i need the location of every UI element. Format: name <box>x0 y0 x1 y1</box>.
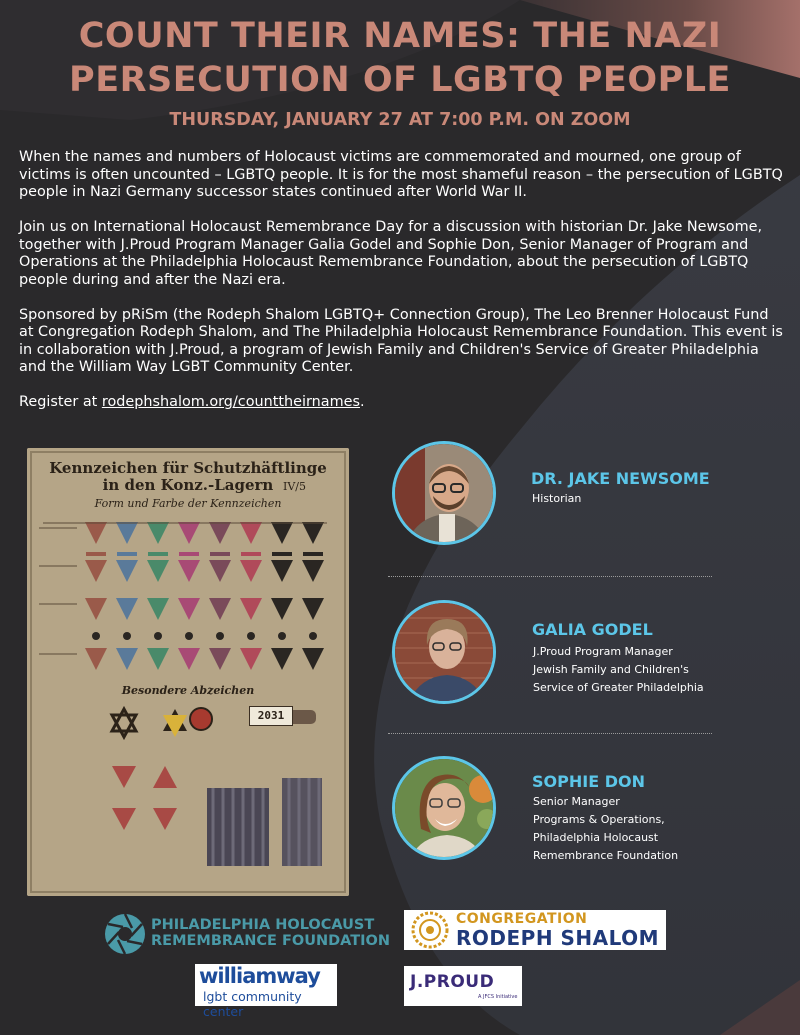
register-suffix: . <box>359 394 365 410</box>
speaker-photo-jake-newsome <box>392 441 496 545</box>
crs-logo-bottom: RODEPH SHALOM <box>456 926 660 950</box>
poster-subtitle: Form und Farbe der Kennzeichen <box>94 497 282 510</box>
paragraph-intro: When the names and numbers of Holocaust victims are commemorated and mourned, one group of victims is often uncounted – LGBTQ people. It is for the most shameful reason – the persecution of LGBTQ people in Nazi Germany successor states continued after World War II. <box>19 149 783 200</box>
speaker-divider-1 <box>388 576 712 577</box>
register-line <box>19 394 785 412</box>
paragraph-sponsors: Sponsored by pRiSm (the Rodeph Shalom LGBTQ+ Connection Group), The Leo Brenner Holocaust Fund at Congregation Rodeph Shalom, and The Philadelphia Holocaust Remembrance Foundation. This event is in collaboration with J.Proud, a program of Jewish Family and Children's Service of Greater Philadelphia and the William Way LGBT Community Center. <box>19 306 783 375</box>
speaker-divider-2 <box>388 733 712 734</box>
sunburst-icon <box>408 910 452 950</box>
speaker-name-3: SOPHIE DON <box>532 772 645 791</box>
speaker-photo-galia-godel <box>392 600 496 704</box>
speaker-role-1: Historian <box>532 492 582 505</box>
speaker-name-2: GALIA GODEL <box>532 620 653 639</box>
event-date: THURSDAY, JANUARY 27 AT 7:00 P.M. ON ZOOM <box>169 110 631 130</box>
jproud-logo-text: J.PROUD <box>410 972 495 992</box>
title-line-2: PERSECUTION OF LGBTQ PEOPLE <box>69 60 731 100</box>
historical-badge-chart-image <box>27 448 349 896</box>
poster-title-line-2: in den Konz.-Lagern <box>102 476 274 494</box>
paragraph-discussion: Join us on International Holocaust Remembrance Day for a discussion with historian Dr. Jake Newsome, together with J.Proud Program Manager Galia Godel and Sophie Don, Senior Manager of Program and Operations at the Philadelphia Holocaust Remembrance Foundation, about the persecution of LGBTQ people during and after the Nazi era. <box>19 219 763 288</box>
ww-logo-top: williamway <box>199 964 320 988</box>
poster-special-heading: Besondere Abzeichen <box>121 684 255 697</box>
crs-logo-top: CONGREGATION <box>456 911 588 927</box>
speaker-role-2: J.Proud Program Manager Jewish Family and Children's Service of Greater Philadelphia <box>533 645 704 694</box>
phrf-line-2: REMEMBRANCE FOUNDATION <box>151 933 391 949</box>
jproud-logo-sub: A JFCS Initiative <box>478 994 518 1000</box>
phrf-logo-text <box>151 917 390 949</box>
congregation-rodeph-shalom-logo <box>404 910 666 950</box>
speaker-photo-sophie-don <box>392 756 496 860</box>
phrf-line-1: PHILADELPHIA HOLOCAUST <box>151 917 375 933</box>
ww-logo-bottom: lgbt community center <box>203 989 302 1019</box>
event-description <box>19 149 785 429</box>
camera-shutter-icon <box>103 912 147 956</box>
register-prefix: Register at <box>19 394 102 410</box>
page-title <box>0 14 800 102</box>
speaker-role-3: Senior Manager Programs & Operations, Philadelphia Holocaust Remembrance Foundation <box>533 795 679 862</box>
title-line-1: COUNT THEIR NAMES: THE NAZI <box>78 16 722 56</box>
poster-code: IV/5 <box>283 480 306 493</box>
register-link[interactable]: rodephshalom.org/counttheirnames <box>101 394 360 410</box>
william-way-logo <box>195 964 337 1019</box>
poster-artwork <box>27 448 349 896</box>
speaker-name-1: DR. JAKE NEWSOME <box>531 469 710 488</box>
philadelphia-holocaust-remembrance-foundation-logo <box>103 912 391 956</box>
poster-prisoner-number: 2031 <box>249 706 293 726</box>
poster-title-line-1: Kennzeichen für Schutzhäftlinge <box>49 459 327 477</box>
jproud-logo <box>404 966 522 1006</box>
